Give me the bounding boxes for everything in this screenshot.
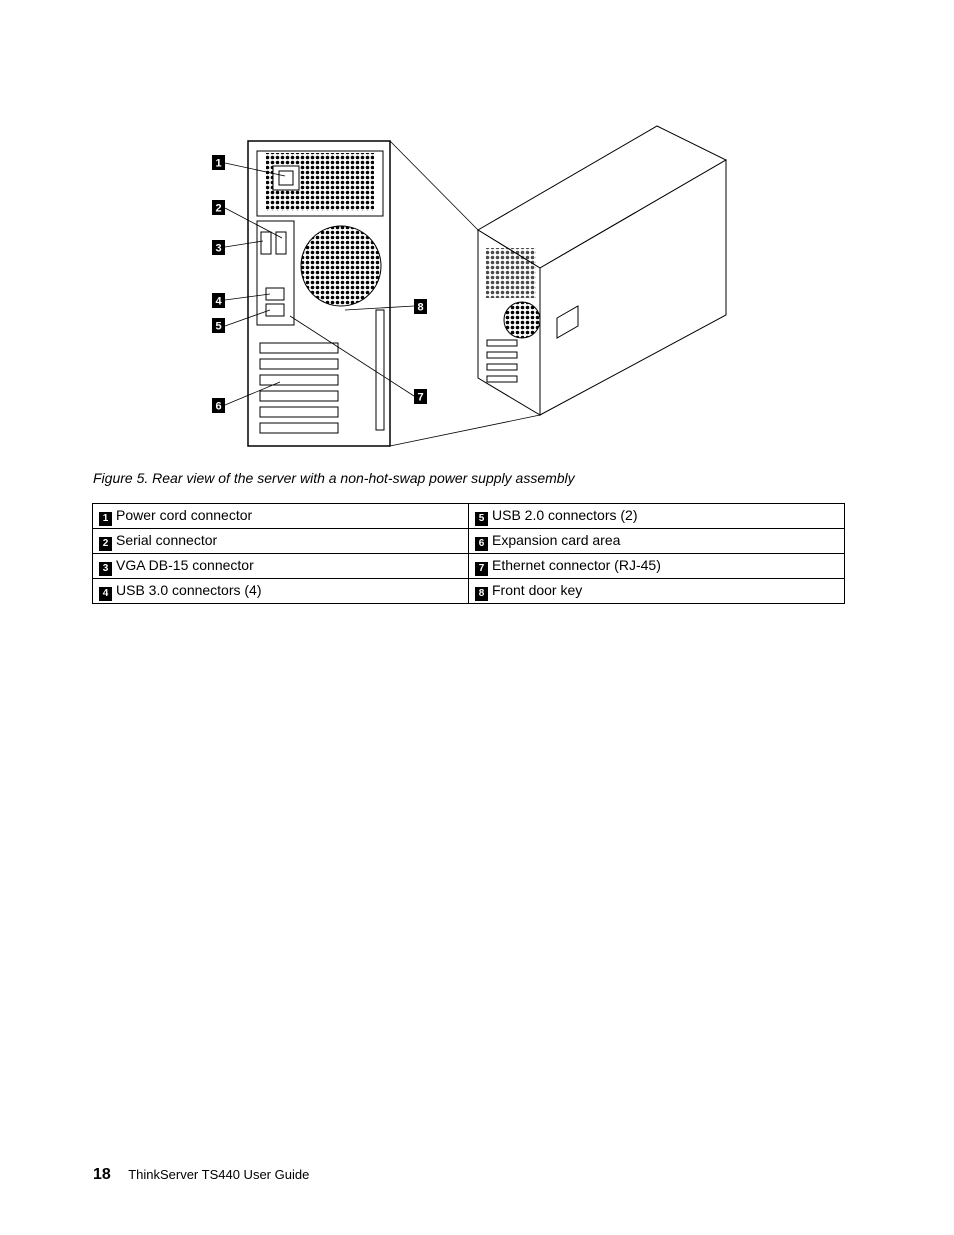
callout-badge: 4: [99, 587, 112, 601]
legend-label: USB 2.0 connectors (2): [492, 506, 638, 523]
legend-cell: [93, 554, 469, 579]
svg-text:6: 6: [215, 400, 222, 413]
page-footer: [93, 1166, 309, 1184]
callout-2: [212, 200, 225, 215]
callout-5: [212, 318, 225, 333]
tower-server-drawing: [478, 126, 726, 415]
document-title: ThinkServer TS440 User Guide: [128, 1167, 310, 1182]
svg-text:1: 1: [215, 157, 222, 170]
svg-text:8: 8: [417, 301, 424, 314]
legend-table: [92, 503, 845, 604]
legend-label: Ethernet connector (RJ-45): [492, 556, 661, 573]
callout-7: [414, 389, 427, 404]
table-row: [93, 579, 845, 604]
caption-label: Figure 5.: [93, 470, 149, 486]
callout-8: [414, 299, 427, 314]
legend-cell: [469, 579, 845, 604]
rear-panel-drawing: [248, 141, 390, 446]
legend-cell: [469, 529, 845, 554]
callout-badge: 1: [99, 512, 112, 526]
legend-cell: [469, 504, 845, 529]
legend-label: Power cord connector: [116, 506, 253, 523]
legend-cell: [93, 504, 469, 529]
callout-badge: 8: [475, 587, 488, 601]
legend-label: USB 3.0 connectors (4): [116, 581, 262, 598]
rear-view-figure: [200, 120, 740, 450]
caption-text: Rear view of the server with a non-hot-swap power supply assembly: [152, 470, 575, 486]
callout-badge: 7: [475, 562, 488, 576]
callout-badge: 5: [475, 512, 488, 526]
svg-text:4: 4: [215, 295, 222, 308]
callout-3: [212, 240, 225, 255]
legend-label: VGA DB-15 connector: [116, 556, 254, 573]
svg-text:3: 3: [215, 242, 222, 255]
callout-badge: 2: [99, 537, 112, 551]
svg-text:5: 5: [215, 320, 222, 333]
legend-label: Front door key: [492, 581, 583, 598]
legend-cell: [469, 554, 845, 579]
callout-1: [212, 155, 225, 170]
legend-label: Serial connector: [116, 531, 218, 548]
callout-6: [212, 398, 225, 413]
table-row: [93, 504, 845, 529]
page-number: 18: [93, 1166, 111, 1183]
callout-badge: 3: [99, 562, 112, 576]
legend-cell: [93, 529, 469, 554]
callout-badge: 6: [475, 537, 488, 551]
legend-label: Expansion card area: [492, 531, 621, 548]
svg-text:7: 7: [417, 391, 424, 404]
figure-caption: [93, 470, 575, 486]
table-row: [93, 529, 845, 554]
callout-4: [212, 293, 225, 308]
svg-text:2: 2: [215, 202, 222, 215]
table-row: [93, 554, 845, 579]
legend-cell: [93, 579, 469, 604]
